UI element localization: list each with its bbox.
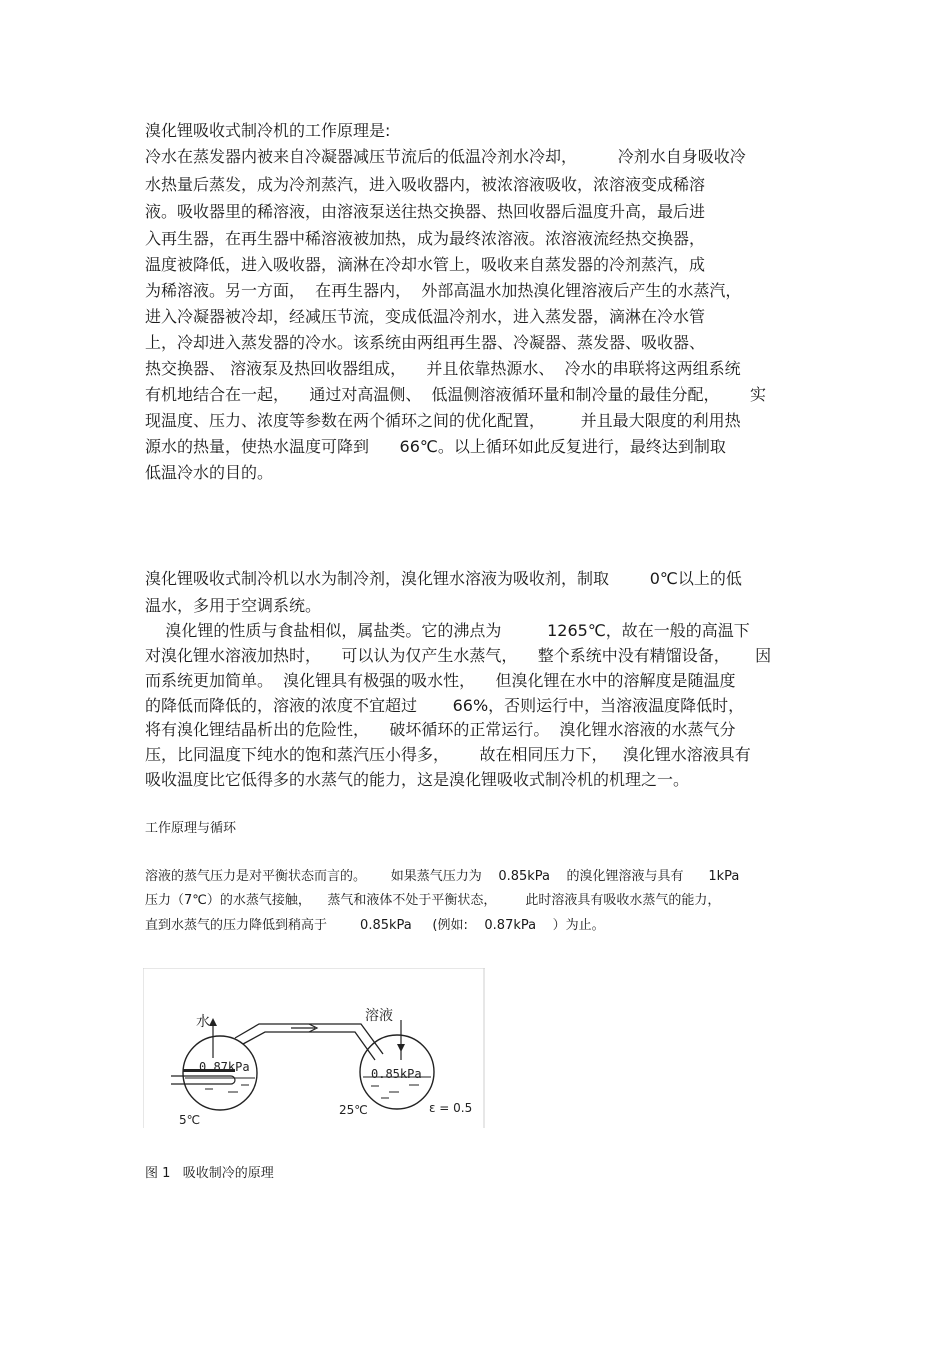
paragraph-line: 现温度、压力、浓度等参数在两个循环之间的优化配置， 并且最大限度的利用热 [145,411,741,430]
solution-inlet-arrow [397,1020,405,1060]
paragraph-line: 溴化锂吸收式制冷机以水为制冷剂，溴化锂水溶液为吸收剂，制取 0℃以上的低 [145,569,742,588]
paragraph-line: 溴化锂的性质与食盐相似，属盐类。它的沸点为 1265℃，故在一般的高温下 [145,621,750,640]
absorption-principle-diagram [143,968,485,1128]
paragraph-line: 入再生器，在再生器中稀溶液被加热，成为最终浓溶液。浓溶液流经热交换器， [145,229,706,248]
figure-caption: 图 1 吸收制冷的原理 [145,1166,274,1181]
paragraph-line: 温度被降低，进入吸收器，滴淋在冷却水管上，吸收来自蒸发器的冷剂蒸汽，成 [145,255,706,274]
section-title: 溴化锂吸收式制冷机的工作原理是: [145,121,391,140]
paragraph-line: 源水的热量，使热水温度可降到 66℃。以上循环如此反复进行，最终达到制取 [145,437,726,456]
paragraph-line: 而系统更加简单。 溴化锂具有极强的吸水性， 但溴化锂在水中的溶解度是随温度 [145,671,736,690]
paragraph-line: 溶液的蒸气压力是对平衡状态而言的。 如果蒸气压力为 0.85kPa 的溴化锂溶液与具有 1kPa [145,869,740,884]
left-pressure-label: 0.87kPa [199,1060,250,1074]
solution-label: 溶液 [365,1008,393,1024]
paragraph-line: 直到水蒸气的压力降低到稍高于 0.85kPa (例如: 0.87kPa ）为止。 [145,918,605,933]
section-heading: 工作原理与循环 [145,821,237,836]
paragraph-line: 压，比同温度下纯水的饱和蒸汽压小得多， 故在相同压力下， 溴化锂水溶液具有 [145,745,751,764]
right-pressure-label: 0.85kPa [371,1067,422,1081]
paragraph-line: 水热量后蒸发，成为冷剂蒸汽，进入吸收器内，被浓溶液吸收，浓溶液变成稀溶 [145,175,706,194]
paragraph-line: 液。吸收器里的稀溶液，由溶液泵送往热交换器、热回收器后温度升高，最后进 [145,202,706,221]
left-temperature-label: 5℃ [179,1113,201,1127]
paragraph-line: 上，冷却进入蒸发器的冷水。该系统由两组再生器、冷凝器、蒸发器、吸收器、 [145,333,706,352]
paragraph-line: 热交换器、 溶液泵及热回收器组成， 并且依靠热源水、 冷水的串联将这两组系统 [145,359,741,378]
paragraph-line: 温水，多用于空调系统。 [145,596,322,615]
paragraph-line: 压力（7℃）的水蒸气接触， 蒸气和液体不处于平衡状态， 此时溶液具有吸收水蒸气的能力， [145,893,721,908]
concentration-label: ε = 0.5 [429,1101,473,1115]
right-temperature-label: 25℃ [339,1103,368,1117]
water-label: 水 [196,1014,210,1030]
paragraph-line: 将有溴化锂结晶析出的危险性， 破坏循环的正常运行。 溴化锂水溶液的水蒸气分 [145,720,736,739]
paragraph-line: 有机地结合在一起， 通过对高温侧、 低温侧溶液循环量和制冷量的最佳分配， 实 [145,385,767,404]
paragraph-line: 为稀溶液。另一方面， 在再生器内， 外部高温水加热溴化锂溶液后产生的水蒸汽， [145,281,742,300]
paragraph-line: 进入冷凝器被冷却，经减压节流，变成低温冷剂水，进入蒸发器，滴淋在冷水管 [145,307,706,326]
paragraph-line: 对溴化锂水溶液加热时， 可以认为仅产生水蒸气， 整个系统中没有精馏设备， 因 [145,646,772,665]
paragraph-line: 的降低而降低的，溶液的浓度不宜超过 66%，否则运行中，当溶液温度降低时， [145,696,745,715]
paragraph-line: 吸收温度比它低得多的水蒸气的能力，这是溴化锂吸收式制冷机的机理之一。 [145,770,690,789]
vapor-pipe [235,1024,383,1060]
paragraph-line: 低温冷水的目的。 [145,463,274,482]
flow-arrow [291,1024,317,1032]
paragraph-line: 冷水在蒸发器内被来自冷凝器减压节流后的低温冷剂水冷却， 冷剂水自身吸收冷 [145,147,746,166]
